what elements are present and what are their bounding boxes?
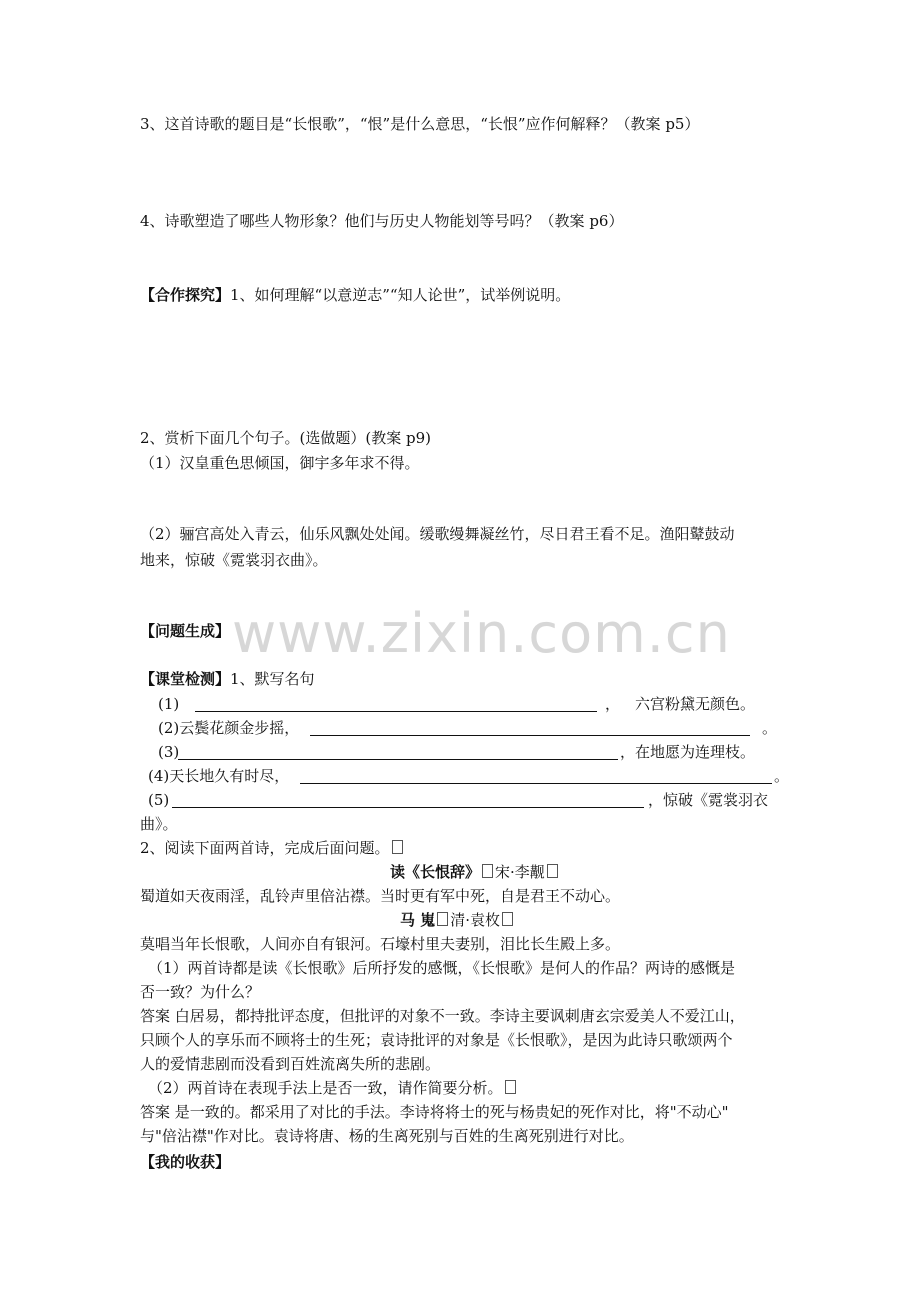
poem-1-heading xyxy=(390,862,560,882)
poem-1-text: 蜀道如天夜雨淫，乱铃声里倍沾襟。当时更有军中死，自是君王不动心。 xyxy=(140,887,621,905)
poem-1-title: 读《长恨辞》 xyxy=(390,863,481,881)
fill-4-end: 。 xyxy=(774,767,790,785)
check-section xyxy=(140,669,315,689)
answer-1c: 人的爱情悲剧而没看到百姓流离失所的悲剧。 xyxy=(140,1055,441,1073)
poem-2-heading xyxy=(400,910,515,930)
fill-3-number: (3) xyxy=(158,743,180,761)
fill-1-text: 六宫粉黛无颜色。 xyxy=(635,695,756,713)
fill-4-text: (4)天长地久有时尽， xyxy=(148,767,290,785)
box-glyph-icon xyxy=(547,864,558,878)
reading-question-1b: 否一致？为什么？ xyxy=(140,983,261,1001)
fill-3-blank[interactable] xyxy=(178,759,618,760)
poem-2-author: 清·袁枚 xyxy=(450,911,501,929)
cooperation-question: 1、如何理解“以意逆志”“知人论世”，试举例说明。 xyxy=(230,286,571,304)
box-glyph-icon xyxy=(505,1080,516,1094)
answer-2b: 与"倍沾襟"作对比。袁诗将唐、杨的生离死别与百姓的生离死别进行对比。 xyxy=(140,1127,634,1145)
fill-3-text: ，在地愿为连理枝。 xyxy=(620,743,756,761)
answer-2a: 答案 是一致的。都采用了对比的手法。李诗将将士的死与杨贵妃的死作对比，将"不动心" xyxy=(140,1103,729,1121)
watermark: www.zixin.com.cn xyxy=(232,602,731,665)
fill-5-blank[interactable] xyxy=(172,807,644,808)
reading-question-2-text: （2）两首诗在表现手法上是否一致，请作简要分析。 xyxy=(148,1079,503,1097)
box-glyph-icon xyxy=(482,864,493,878)
fill-5-text: ，惊破《霓裳羽衣 xyxy=(648,791,769,809)
fill-2-text: (2)云鬓花颜金步摇， xyxy=(158,719,300,737)
reading-intro-text: 2、阅读下面两首诗，完成后面问题。 xyxy=(140,839,390,857)
fill-1-comma: ， xyxy=(605,695,621,713)
fill-5-end: 曲》。 xyxy=(140,815,178,833)
poem-2-text: 莫唱当年长恨歌，人间亦自有银河。石壕村里夫妻别，泪比长生殿上多。 xyxy=(140,935,621,953)
fill-1-blank[interactable] xyxy=(195,711,597,712)
answer-1a: 答案 白居易，都持批评态度，但批评的对象不一致。李诗主要讽刺唐玄宗爱美人不爱江山， xyxy=(140,1007,745,1025)
box-glyph-icon xyxy=(392,840,403,854)
cooperation-label: 【合作探究】 xyxy=(140,286,231,304)
question-3: 3、这首诗歌的题目是“长恨歌”，“恨”是什么意思，“长恨”应作何解释？（教案 p5） xyxy=(140,115,700,133)
fill-1-number: (1) xyxy=(158,695,180,713)
check-task: 1、默写名句 xyxy=(230,670,315,688)
poem-2-title: 马 嵬 xyxy=(400,911,436,929)
cooperation-section xyxy=(140,285,570,305)
reading-question-2 xyxy=(148,1078,518,1098)
appreciate-sentence-2a: （2）骊宫高处入青云，仙乐风飘处处闻。缓歌缦舞凝丝竹，尽日君王看不足。渔阳鼙鼓动 xyxy=(140,525,735,543)
poem-1-author: 宋·李觏 xyxy=(495,863,545,881)
harvest-heading: 【我的收获】 xyxy=(140,1153,231,1171)
appreciate-sentence-1: （1）汉皇重色思倾国，御宇多年求不得。 xyxy=(140,454,420,472)
box-glyph-icon xyxy=(502,912,513,926)
reading-question-1a: （1）两首诗都是读《长恨歌》后所抒发的感慨，《长恨歌》是何人的作品？两诗的感慨是 xyxy=(148,959,736,977)
check-label: 【课堂检测】 xyxy=(140,670,231,688)
reading-intro xyxy=(140,838,405,858)
fill-2-end: 。 xyxy=(762,719,778,737)
appreciate-title: 2、赏析下面几个句子。(选做题）(教案 p9) xyxy=(140,429,432,447)
issue-heading: 【问题生成】 xyxy=(140,622,231,640)
fill-2-blank[interactable] xyxy=(310,735,750,736)
answer-1b: 只顾个人的享乐而不顾将士的生死；袁诗批评的对象是《长恨歌》，是因为此诗只歌颂两个 xyxy=(140,1031,733,1049)
box-glyph-icon xyxy=(437,912,448,926)
fill-4-blank[interactable] xyxy=(300,783,772,784)
question-4: 4、诗歌塑造了哪些人物形象？他们与历史人物能划等号吗？（教案 p6） xyxy=(140,212,624,230)
fill-5-number: (5) xyxy=(148,791,170,809)
appreciate-sentence-2b: 地来，惊破《霓裳羽衣曲》。 xyxy=(140,551,328,569)
